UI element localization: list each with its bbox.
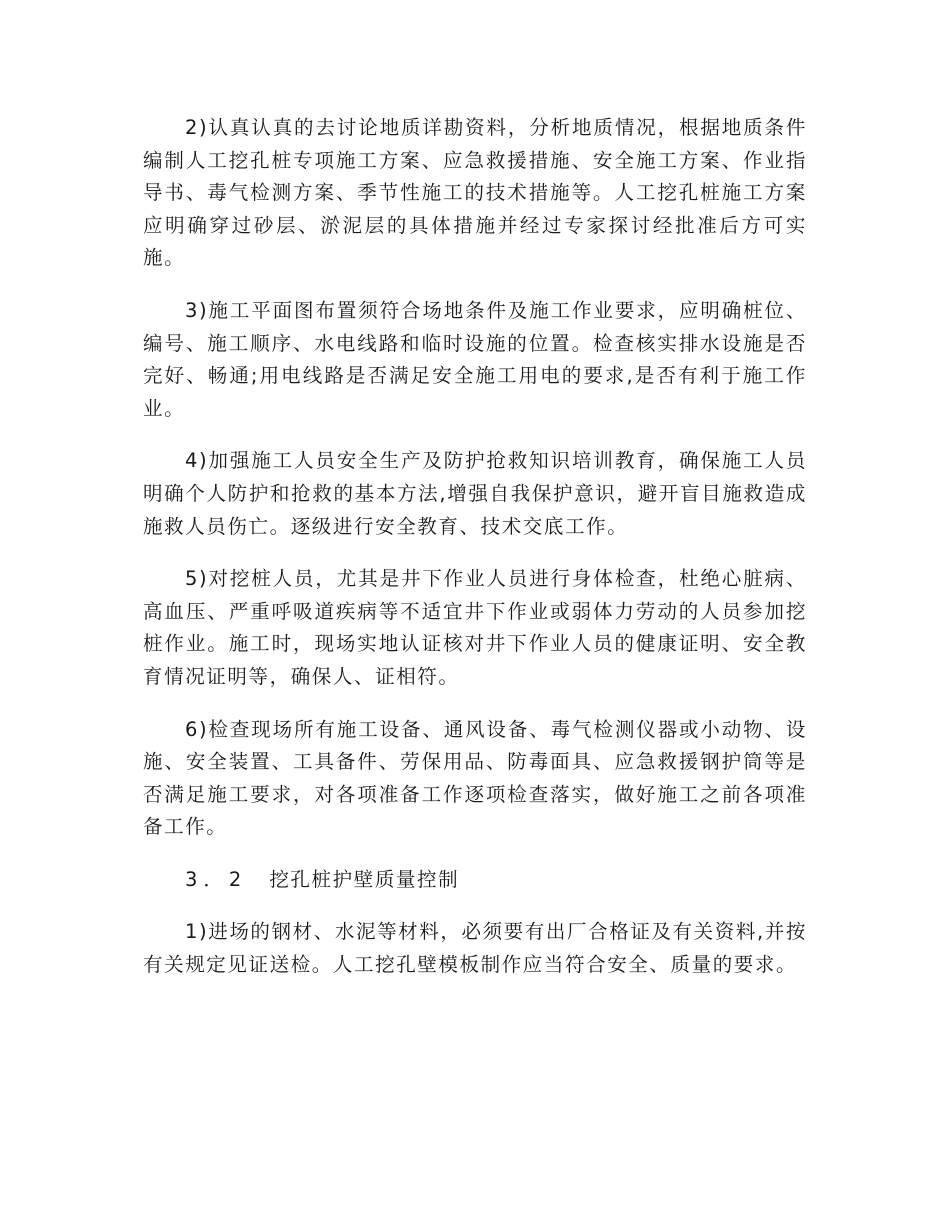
section-number: 3．2 — [185, 867, 248, 891]
paragraph-item-5: 5)对挖桩人员，尤其是井下作业人员进行身体检查，杜绝心脏病、高血压、严重呼吸道疾病等不适宜井下作业或弱体力劳动的人员参加挖桩作业。施工时，现场实地认证核对井下作业人员的健康证明、安全教育情况证明等，确保人、证相符。 — [143, 567, 807, 688]
paragraph-section-item-1: 1)进场的钢材、水泥等材料，必须要有出厂合格证及有关资料,并按有关规定见证送检。人工挖孔壁模板制作应当符合安全、质量的要求。 — [143, 920, 807, 977]
paragraph-item-6: 6)检查现场所有施工设备、通风设备、毒气检测仪器或小动物、设施、安全装置、工具备件、劳保用品、防毒面具、应急救援钢护筒等是否满足施工要求，对各项准备工作逐项检查落实，做好施工之前各项准备工作。 — [143, 717, 807, 839]
paragraph-item-2: 2)认真认真的去讨论地质详勘资料，分析地质情况，根据地质条件编制人工挖孔桩专项施工方案、应急救援措施、安全施工方案、作业指导书、毒气检测方案、季节性施工的技术措施等。人工挖孔桩施工方案应明确穿过砂层、淤泥层的具体措施并经过专家探讨经批准后方可实施。 — [143, 116, 807, 270]
section-title: 挖孔桩护壁质量控制 — [269, 867, 460, 891]
section-heading — [143, 864, 807, 897]
paragraph-item-4: 4)加强施工人员安全生产及防护抢救知识培训教育，确保施工人员明确个人防护和抢救的基本方法,增强自我保护意识，避开盲目施救造成施救人员伤亡。逐级进行安全教育、技术交底工作。 — [143, 449, 807, 538]
paragraph-item-3: 3)施工平面图布置须符合场地条件及施工作业要求，应明确桩位、编号、施工顺序、水电线路和临时设施的位置。检查核实排水设施是否完好、畅通;用电线路是否满足安全施工用电的要求,是否有利于施工作业。 — [143, 298, 807, 420]
